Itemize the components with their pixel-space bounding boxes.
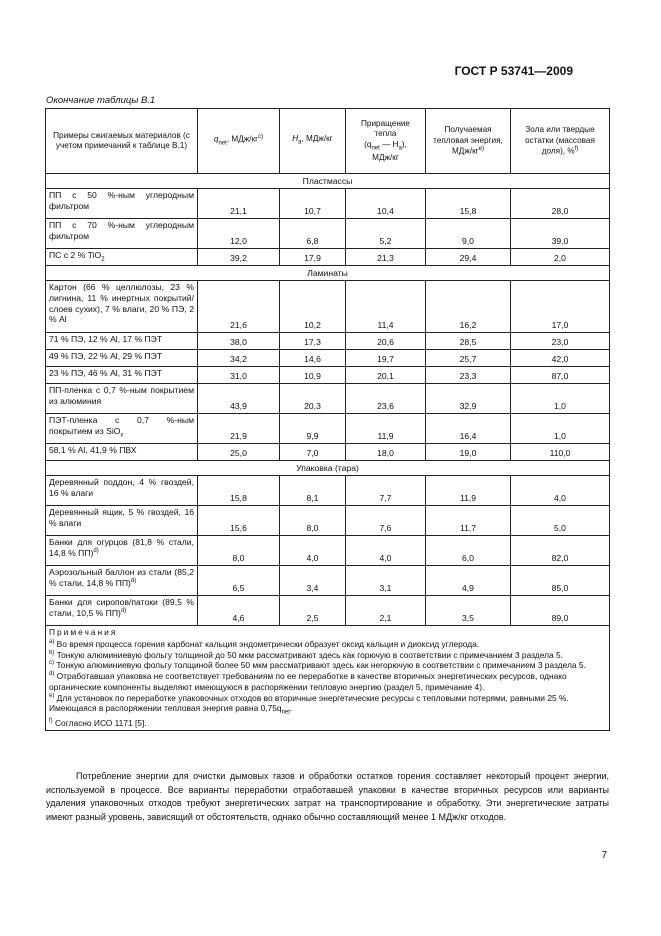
note-c: $^{c)}$ Тонкую алюминиевую фольгу толщиной более 50 мкм рассматривают здесь как негорючую в соответствии с примечанием 3 раздела 5. [49, 660, 586, 671]
col-header-ha: $H_a$, МДж/кг [280, 109, 346, 174]
value-ash: 2,0 [511, 249, 610, 266]
table-row [46, 350, 610, 367]
value-ha: 7,0 [280, 444, 346, 461]
material-name: Картон (66 % целлюлозы, 23 % лигнина, 11 % инертных покрытий/слоев сухих), 7 % влаги, 20 % ПЭ, 2 % Al [46, 281, 198, 333]
value-energy: 4,9 [426, 566, 511, 596]
value-increment: 3,1 [346, 566, 426, 596]
value-ash: 5,0 [511, 506, 610, 536]
value-ash: 42,0 [511, 350, 610, 367]
value-ash: 28,0 [511, 189, 610, 219]
notes-heading: Примечания [49, 627, 118, 638]
table-row [46, 566, 610, 596]
value-energy: 9,0 [426, 219, 511, 249]
value-qnet: 21,6 [198, 281, 280, 333]
table-notes [46, 626, 610, 730]
value-increment: 2,1 [346, 596, 426, 626]
section-title-plastics: Пластмассы [46, 174, 610, 189]
body-paragraph [46, 770, 609, 824]
table-row [46, 333, 610, 350]
material-name: Деревянный поддон, 4 % гвоздей, 16 % влаги [46, 476, 198, 506]
value-energy: 6,0 [426, 536, 511, 566]
value-energy: 16,4 [426, 414, 511, 444]
value-energy: 23,3 [426, 367, 511, 384]
value-increment: 19,7 [346, 350, 426, 367]
energy-table [45, 108, 610, 731]
table-row [46, 189, 610, 219]
value-ash: 1,0 [511, 384, 610, 414]
col-header-increment: Приращение тепла ($q_{net}$ — $H_a$), МДж/кг [346, 109, 426, 174]
value-ha: 17,9 [280, 249, 346, 266]
value-qnet: 12,0 [198, 219, 280, 249]
value-ha: 2,5 [280, 596, 346, 626]
section-title-laminates: Ламинаты [46, 266, 610, 281]
material-name: Банки для сиропов/патоки (89,5 % стали, 10,5 % ПП)$^{d)}$ [46, 596, 198, 626]
value-qnet: 34,2 [198, 350, 280, 367]
value-ash: 89,0 [511, 596, 610, 626]
value-qnet: 21,1 [198, 189, 280, 219]
material-name: 58,1 % Al, 41,9 % ПВХ [46, 444, 198, 461]
note-e: $^{e)}$ Для установок по переработке упаковочных отходов во вторичные энергетические ресурсы с тепловыми потерями, равными 25 %. Имеющаяся в распоряжении тепловая энергия равна $0,75q_{net}$. [49, 692, 569, 717]
material-name: Банки для огурцов (81,8 % стали, 14,8 % ПП)$^{d)}$ [46, 536, 198, 566]
value-increment: 7,6 [346, 506, 426, 536]
value-ha: 17,3 [280, 333, 346, 350]
value-ash: 110,0 [511, 444, 610, 461]
table-row [46, 414, 610, 444]
value-energy: 15,8 [426, 189, 511, 219]
value-qnet: 43,9 [198, 384, 280, 414]
value-energy: 3,5 [426, 596, 511, 626]
value-ash: 85,0 [511, 566, 610, 596]
note-a: $^{a)}$ Во время процесса горения карбонат кальция эндометрически образует оксид кальция и диоксид углерода. [49, 638, 480, 649]
value-increment: 7,7 [346, 476, 426, 506]
value-ash: 87,0 [511, 367, 610, 384]
material-name: ПЭТ-пленка с 0,7 %-ным покрытием из SiO$_x$ [46, 414, 198, 444]
standard-number: ГОСТ Р 53741—2009 [454, 64, 573, 78]
section-row [46, 461, 610, 476]
value-increment: 5,2 [346, 219, 426, 249]
col-header-qnet: $q_{net}$, МДж/$кг^{c)}$ [198, 109, 280, 174]
material-name: ПП с 50 %-ным углеродным фильтром [46, 189, 198, 219]
value-qnet: 6,5 [198, 566, 280, 596]
table-row [46, 219, 610, 249]
value-qnet: 25,0 [198, 444, 280, 461]
col-header-ash: Зола или твердые остатки (массовая доля), %$^{f)}$ [511, 109, 610, 174]
value-qnet: 39,2 [198, 249, 280, 266]
section-title-packaging: Упаковка (тара) [46, 461, 610, 476]
value-ha: 10,9 [280, 367, 346, 384]
material-name: ПП-пленка с 0,7 %-ным покрытием из алюминия [46, 384, 198, 414]
table-row [46, 476, 610, 506]
material-name: 23 % ПЭ, 46 % Al, 31 % ПЭТ [46, 367, 198, 384]
value-energy: 32,9 [426, 384, 511, 414]
value-energy: 29,4 [426, 249, 511, 266]
value-ha: 6,8 [280, 219, 346, 249]
note-f: $^{f)}$ Согласно ИСО 1171 [5]. [49, 717, 147, 728]
table-row [46, 596, 610, 626]
value-qnet: 15,8 [198, 476, 280, 506]
value-increment: 11,4 [346, 281, 426, 333]
note-b: $^{b)}$ Тонкую алюминиевую фольгу толщиной до 50 мкм рассматривают здесь как горючую в соответствии с примечанием 3 раздела 5. [49, 649, 563, 660]
value-ash: 17,0 [511, 281, 610, 333]
col-header-energy: Получаемая тепловая энергия, МДж/$кг^{e)}$ [426, 109, 511, 174]
value-energy: 28,5 [426, 333, 511, 350]
value-ha: 8,1 [280, 476, 346, 506]
material-name: 49 % ПЭ, 22 % Al, 29 % ПЭТ [46, 350, 198, 367]
value-increment: 18,0 [346, 444, 426, 461]
value-energy: 16,2 [426, 281, 511, 333]
value-increment: 11,9 [346, 414, 426, 444]
value-ha: 3,4 [280, 566, 346, 596]
value-ash: 39,0 [511, 219, 610, 249]
material-name: ПП с 70 %-ным углеродным фильтром [46, 219, 198, 249]
table-row [46, 281, 610, 333]
value-qnet: 4,6 [198, 596, 280, 626]
table-caption: Окончание таблицы В.1 [46, 95, 156, 106]
value-ha: 10,7 [280, 189, 346, 219]
table-row [46, 444, 610, 461]
value-qnet: 31,0 [198, 367, 280, 384]
value-ha: 14,6 [280, 350, 346, 367]
value-ash: 23,0 [511, 333, 610, 350]
col-header-material: Примеры сжигаемых материалов (с учетом примечаний к таблице В.1) [46, 109, 198, 174]
value-increment: 20,6 [346, 333, 426, 350]
value-qnet: 15,6 [198, 506, 280, 536]
value-ha: 20,3 [280, 384, 346, 414]
value-energy: 11,9 [426, 476, 511, 506]
value-increment: 20,1 [346, 367, 426, 384]
table-row [46, 384, 610, 414]
page-number: 7 [601, 850, 607, 861]
table-row [46, 536, 610, 566]
value-increment: 4,0 [346, 536, 426, 566]
table-header-row [46, 109, 610, 174]
value-ha: 4,0 [280, 536, 346, 566]
value-increment: 10,4 [346, 189, 426, 219]
value-increment: 21,3 [346, 249, 426, 266]
value-qnet: 8,0 [198, 536, 280, 566]
section-row [46, 174, 610, 189]
paragraph-text: Потребление энергии для очистки дымовых газов и обработки остатков горения составляет некоторый процент энергии, используемой в процессе. Все варианты переработки отработавшей упаковки в качестве вторичных ресурсов или варианты удаления упаковочных отходов требуют энергетических затрат на транспортирование и обработку. Эти энергетические затраты имеют разный уровень, зависящий от обстоятельств, однако обычно составляющий менее 1 МДж/кг отходов. [46, 771, 609, 822]
value-qnet: 38,0 [198, 333, 280, 350]
value-ash: 1,0 [511, 414, 610, 444]
table-row [46, 506, 610, 536]
value-ha: 9,9 [280, 414, 346, 444]
value-ha: 8,0 [280, 506, 346, 536]
notes-row [46, 626, 610, 730]
value-energy: 25,7 [426, 350, 511, 367]
value-energy: 11,7 [426, 506, 511, 536]
table-row [46, 249, 610, 266]
material-name: 71 % ПЭ, 12 % Al, 17 % ПЭТ [46, 333, 198, 350]
note-d: $^{d)}$ Отработавшая упаковка не соответствует требованиям по ее переработке в качестве вторичных энергетических ресурсов, однако органические компоненты выделяют имеющуюся в распоряжении тепловую энергию (раздел 5, примечание 4). [49, 671, 567, 692]
value-energy: 19,0 [426, 444, 511, 461]
material-name: Деревянный ящик, 5 % гвоздей, 16 % влаги [46, 506, 198, 536]
material-name: ПС с 2 % TiO$_2$ [46, 249, 198, 266]
value-ash: 4,0 [511, 476, 610, 506]
value-increment: 23,6 [346, 384, 426, 414]
value-ash: 82,0 [511, 536, 610, 566]
value-qnet: 21,9 [198, 414, 280, 444]
material-name: Аэрозольный баллон из стали (85,2 % стали, 14,8 % ПП)$^{d)}$ [46, 566, 198, 596]
table-row [46, 367, 610, 384]
section-row [46, 266, 610, 281]
value-ha: 10,2 [280, 281, 346, 333]
